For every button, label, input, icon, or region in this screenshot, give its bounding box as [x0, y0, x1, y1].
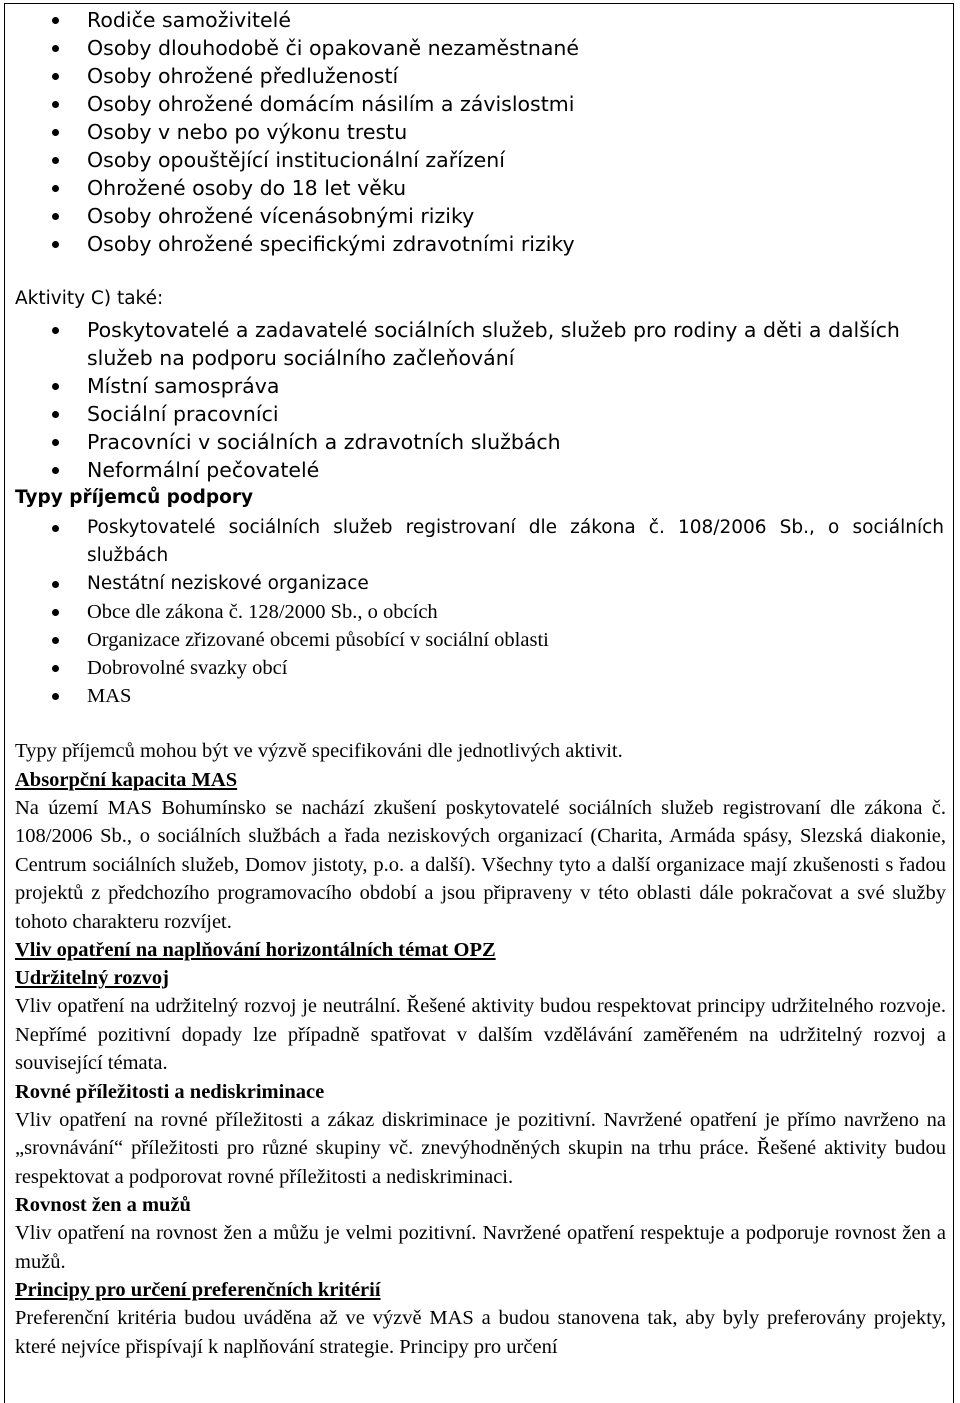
sustainable-text: Vliv opatření na udržitelný rozvoj je neutrální. Řešené aktivity budou respektovat principy udržitelného rozvoje. Nepřímé pozitivní dopady lze případně spatřovat v dalším vzdělávání zaměřeném na udržitelný rozvoj a související témata. [15, 995, 946, 1074]
absorption-heading: Absorpční kapacita MAS [15, 768, 238, 791]
gender-text: Vliv opatření na rovnost žen a můžu je velmi pozitivní. Navržené opatření respektuje a podporuje rovnost žen a mužů. [15, 1222, 946, 1273]
sustainable-heading: Udržitelný rozvoj [15, 967, 169, 989]
equal-text: Vliv opatření na rovné příležitosti a zákaz diskriminace je pozitivní. Navržené opatření je přímo navrženo na „srovnávání“ příležitosti pro různé skupiny vč. znevýhodněných skupin na trhu práce. Řešené aktivity budou respektovat a podporovat rovné příležitosti a nediskriminaci. [15, 1108, 946, 1188]
document-content [15, 4, 946, 1361]
list-item: Sociální pracovníci [15, 400, 946, 428]
list-item: Ohrožené osoby do 18 let věku [15, 174, 946, 202]
recipients-note: Typy příjemců mohou být ve výzvě specifikováni dle jednotlivých aktivit. [15, 740, 623, 762]
list-item: Osoby ohrožené předlužeností [15, 62, 946, 90]
absorption-text: Na území MAS Bohumínsko se nachází zkušení poskytovatelé sociálních služeb registrovaní dle zákona č. 108/2006 Sb., o sociálních službách a řada neziskových organizací (Charita, Armáda spásy, Slezská diakonie, Centrum sociálních služeb, Domov jistoty, p.o. a další). Všechny tyto a další organizace mají zkušenosti s řadou projektů z předchozího programovacího období a jsou připraveny v této oblasti dále pokračovat a své služby tohoto charakteru rozvíjet. [15, 796, 946, 933]
activities-label: Aktivity C) také: [15, 288, 164, 309]
equal-heading: Rovné příležitosti a nediskriminace [15, 1080, 325, 1103]
criteria-heading: Principy pro určení preferenčních kritérií [15, 1279, 381, 1301]
list-item: MAS [15, 682, 946, 710]
activities-list [15, 316, 946, 484]
list-item: Osoby ohrožené specifickými zdravotními riziky [15, 230, 946, 258]
list-item: Dobrovolné svazky obcí [15, 654, 946, 682]
list-item: Osoby ohrožené domácím násilím a závislostmi [15, 90, 946, 118]
target-groups-list [15, 6, 946, 258]
list-item: Místní samospráva [15, 372, 946, 400]
list-item: Neformální pečovatelé [15, 456, 946, 484]
list-item: Osoby dlouhodobě či opakovaně nezaměstnané [15, 34, 946, 62]
criteria-text: Preferenční kritéria budou uváděna až ve výzvě MAS a budou stanovena tak, aby byly preferovány projekty, které nejvíce přispívají k naplňování strategie. Principy pro určení [15, 1307, 946, 1358]
recipients-list [15, 514, 946, 710]
list-item: Rodiče samoživitelé [15, 6, 946, 34]
list-item: Poskytovatelé a zadavatelé sociálních služeb, služeb pro rodiny a děti a dalších služeb na podporu sociálního začleňování [15, 316, 946, 372]
gender-heading: Rovnost žen a mužů [15, 1194, 191, 1216]
list-item: Poskytovatelé sociálních služeb registrovaní dle zákona č. 108/2006 Sb., o sociálních službách [15, 514, 946, 570]
list-item: Osoby v nebo po výkonu trestu [15, 118, 946, 146]
horizontal-heading: Vliv opatření na naplňování horizontálních témat OPZ [15, 939, 496, 961]
recipients-heading: Typy příjemců podpory [15, 487, 254, 508]
list-item: Obce dle zákona č. 128/2000 Sb., o obcích [15, 598, 946, 626]
list-item: Pracovníci v sociálních a zdravotních službách [15, 428, 946, 456]
list-item: Osoby opouštějící institucionální zařízení [15, 146, 946, 174]
list-item: Osoby ohrožené vícenásobnými riziky [15, 202, 946, 230]
list-item: Organizace zřizované obcemi působící v sociální oblasti [15, 626, 946, 654]
list-item: Nestátní neziskové organizace [15, 570, 946, 598]
